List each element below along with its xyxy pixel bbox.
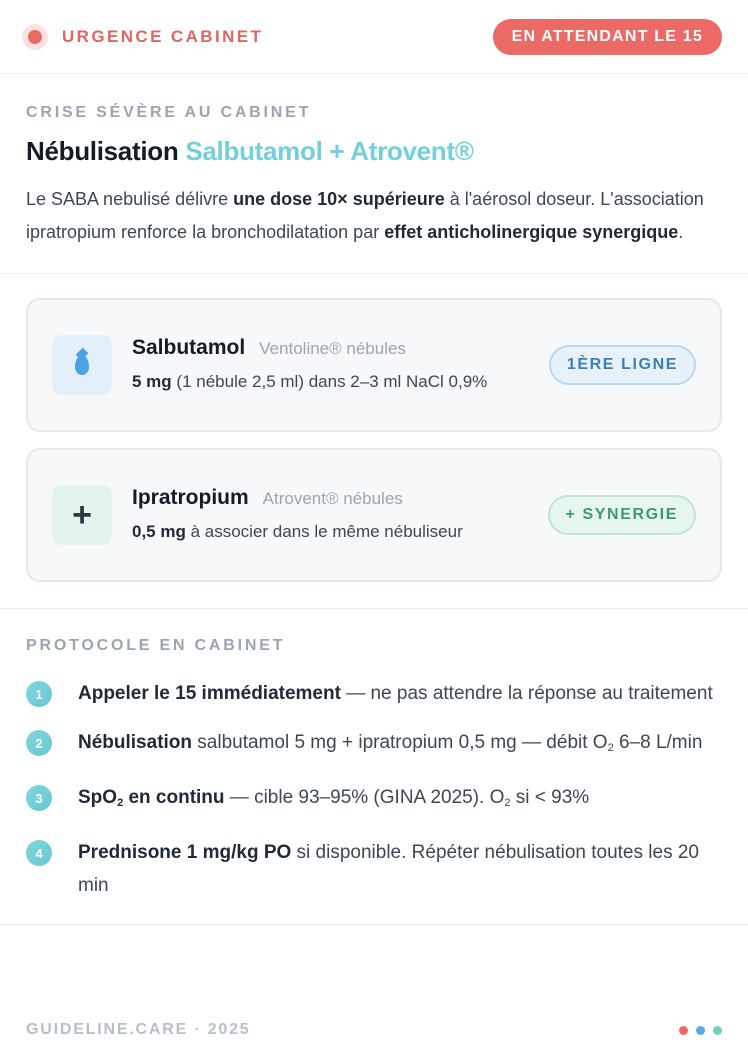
brand <box>22 24 263 50</box>
app-header <box>0 0 748 74</box>
step-bold-part: SpO <box>78 787 118 808</box>
protocol-step <box>26 781 722 820</box>
protocol-section <box>0 609 748 925</box>
step-text <box>78 677 713 710</box>
step-text <box>78 781 589 820</box>
step-subscript: 2 <box>504 797 511 809</box>
drug-dose <box>132 368 522 395</box>
drug-dose <box>132 518 522 545</box>
drug-name: Ipratropium <box>132 485 249 509</box>
drug-line <box>132 486 538 510</box>
drug-dose-rest: (1 nébule 2,5 ml) dans 2–3 ml NaCl 0,9% <box>171 371 488 391</box>
protocol-step <box>26 836 722 902</box>
drug-card-ipratropium <box>26 448 722 582</box>
pager-dot <box>679 1026 688 1035</box>
step-rest: salbutamol 5 mg + ipratropium 0,5 mg — débit O <box>192 732 608 753</box>
intro-text-bold: effet anticholinergique synergique <box>384 222 679 242</box>
drug-cards <box>0 274 748 609</box>
drug-brand: Ventoline® nébules <box>259 338 406 358</box>
intro-eyebrow: CRISE SÉVÈRE AU CABINET <box>26 104 312 121</box>
drug-line <box>132 336 539 360</box>
intro-text-part: . <box>678 222 684 242</box>
step-bold: Nébulisation <box>78 732 193 753</box>
step-number: 1 <box>26 681 52 707</box>
brand-label: URGENCE CABINET <box>62 26 264 46</box>
page-title <box>26 136 722 167</box>
intro-section <box>0 74 748 274</box>
pager-dot <box>713 1026 722 1035</box>
plus-icon: + <box>52 485 112 545</box>
drug-dose-bold: 0,5 mg <box>132 521 186 541</box>
step-rest: 6–8 L/min <box>613 732 703 753</box>
title-main: Nébulisation <box>26 136 179 166</box>
step-bold-part: en continu <box>123 787 225 808</box>
step-text <box>78 726 702 765</box>
step-rest: si disponible. Répéter nébulisation toutes les 20 min <box>78 842 699 896</box>
alert-dot-icon <box>22 24 48 50</box>
drug-card-salbutamol <box>26 298 722 432</box>
step-rest: — ne pas attendre la réponse au traitement <box>340 683 713 704</box>
drug-dose-bold: 5 mg <box>132 371 172 391</box>
status-pill: EN ATTENDANT LE 15 <box>493 19 722 55</box>
step-number: 3 <box>26 785 52 811</box>
step-number: 2 <box>26 730 52 756</box>
step-subscript: 2 <box>117 797 124 809</box>
drug-brand: Atrovent® nébules <box>262 488 403 508</box>
drug-card-body <box>132 336 539 395</box>
step-number: 4 <box>26 840 52 866</box>
protocol-eyebrow: PROTOCOLE EN CABINET <box>26 637 286 654</box>
droplet-icon <box>52 335 112 395</box>
protocol-steps <box>26 677 722 902</box>
pager-dots <box>679 1026 722 1035</box>
intro-text-bold: une dose 10× supérieure <box>233 189 445 209</box>
footer-label: GUIDELINE.CARE · 2025 <box>26 1021 251 1038</box>
intro-text-part: Le SABA nebulisé délivre <box>26 189 234 209</box>
drug-card-body <box>132 486 538 545</box>
drug-name: Salbutamol <box>132 335 246 359</box>
title-accent: Salbutamol + Atrovent® <box>185 136 474 166</box>
footer <box>0 1004 748 1056</box>
step-bold: Appeler le 15 immédiatement <box>78 683 341 704</box>
drug-dose-rest: à associer dans le même nébuliseur <box>185 521 463 541</box>
step-bold: Prednisone 1 mg/kg PO <box>78 842 292 863</box>
protocol-step <box>26 677 722 710</box>
first-line-badge: 1ÈRE LIGNE <box>549 345 696 385</box>
step-rest: si < 93% <box>510 787 590 808</box>
step-bold <box>78 787 225 808</box>
step-rest: — cible 93–95% (GINA 2025). O <box>224 787 505 808</box>
intro-text <box>26 183 722 249</box>
step-subscript: 2 <box>607 742 614 754</box>
pager-dot <box>696 1026 705 1035</box>
protocol-step <box>26 726 722 765</box>
synergy-badge: + SYNERGIE <box>548 495 696 535</box>
step-text <box>78 836 722 902</box>
intro-text-part: à l'aérosol doseur. L'association ipratropium renforce la bronchodilatation par <box>26 189 704 242</box>
